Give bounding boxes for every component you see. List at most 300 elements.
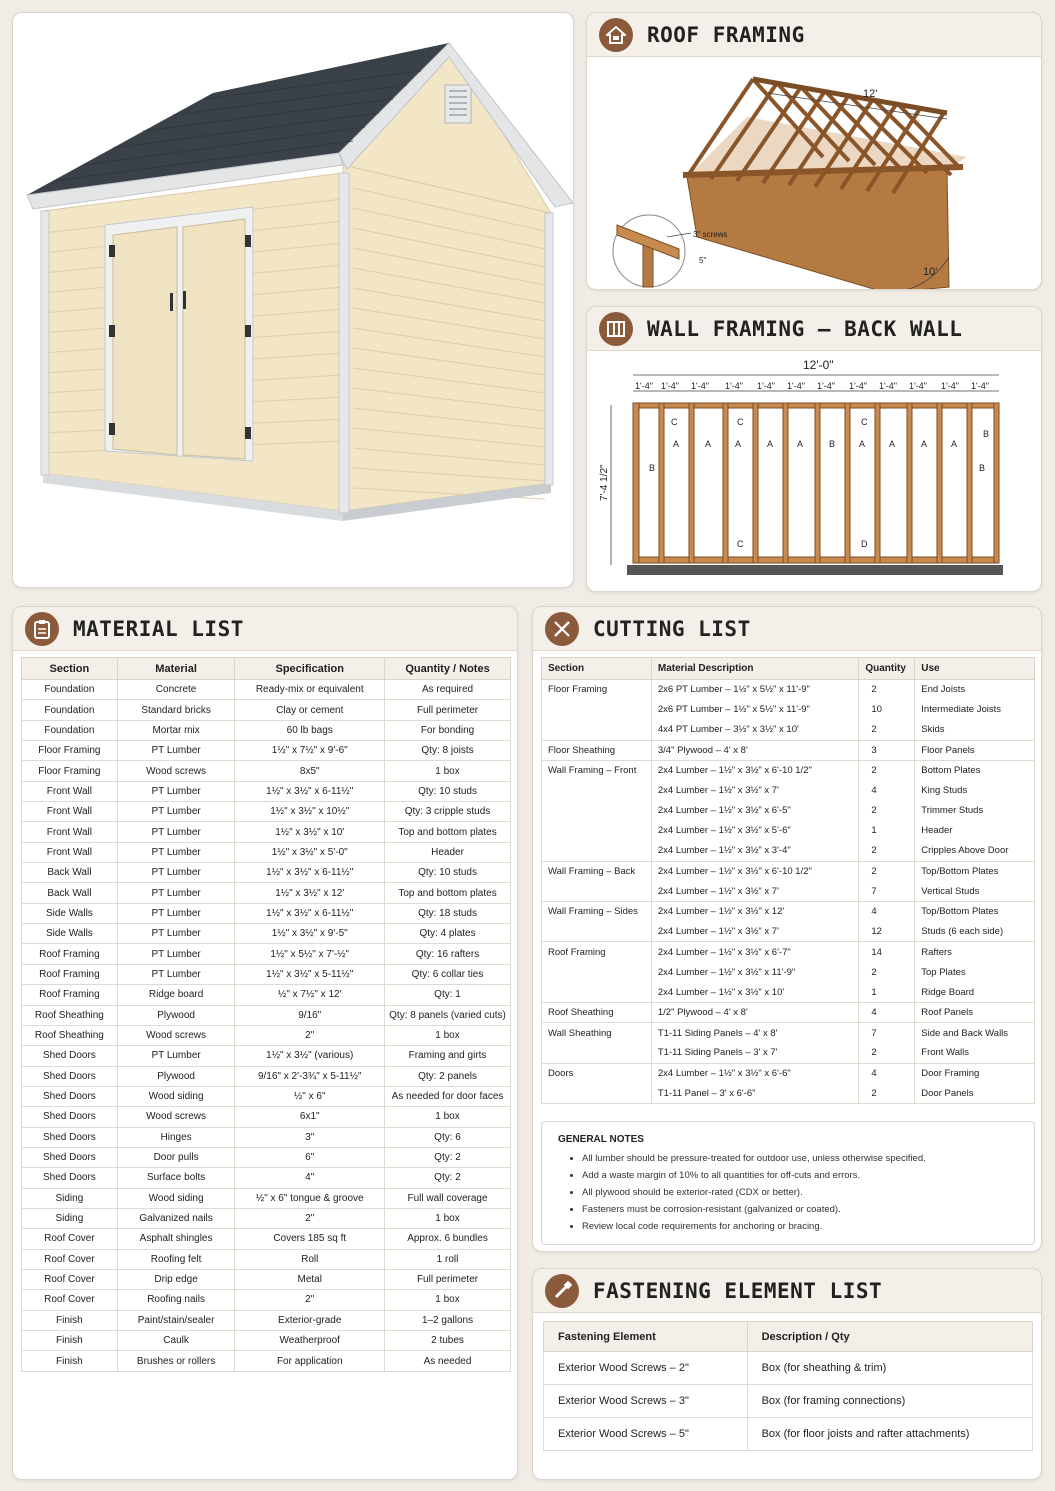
table-cell: Drip edge — [117, 1269, 235, 1289]
column-header: Material — [117, 658, 235, 680]
stud-label-a: A — [735, 439, 742, 449]
note-item: • Add a waste margin of 10% to all quantities for off-cuts and errors. — [582, 1170, 1018, 1181]
table-cell: Roof Cover — [22, 1290, 118, 1310]
table-cell: Box (for sheathing & trim) — [747, 1352, 1032, 1385]
table-cell: Foundation — [22, 700, 118, 720]
table-cell: 2x4 Lumber – 1½" x 3½" x 6'-5" — [651, 801, 859, 821]
table-cell: Exterior Wood Screws – 5" — [544, 1418, 748, 1451]
table-cell: Bottom Plates — [915, 760, 1035, 780]
stud-spacing-label: 1'-4" — [661, 381, 679, 391]
table-cell: Vertical Studs — [915, 881, 1035, 901]
table-cell: 2" — [235, 1290, 385, 1310]
table-cell: Hinges — [117, 1127, 235, 1147]
saw-icon — [545, 612, 579, 646]
stud-label-c: C — [737, 539, 744, 549]
table-cell: Qty: 16 rafters — [385, 944, 511, 964]
table-cell: Roof Framing — [22, 944, 118, 964]
column-header: Material Description — [651, 658, 859, 680]
table-cell: Qty: 3 cripple studs — [385, 802, 511, 822]
roof-width-label: 10' — [923, 266, 938, 278]
table-cell: Roof Sheathing — [542, 1003, 652, 1023]
table-cell: Siding — [22, 1188, 118, 1208]
stud-label-a: A — [705, 439, 712, 449]
stud-spacing-label: 1'-4" — [725, 381, 743, 391]
table-cell: Roof Framing — [22, 985, 118, 1005]
material-list-title: MATERIAL LIST — [73, 616, 244, 641]
table-row — [22, 802, 511, 822]
table-cell: Qty: 6 — [385, 1127, 511, 1147]
table-cell: Roof Sheathing — [22, 1025, 118, 1045]
table-cell: Roof Cover — [22, 1249, 118, 1269]
table-row — [542, 1023, 1035, 1043]
table-cell: 2x4 Lumber – 1½" x 3½" x 11'-9" — [651, 962, 859, 982]
stud-spacing-label: 1'-4" — [909, 381, 927, 391]
table-cell: 10 — [859, 700, 915, 720]
stud-spacing-label: 1'-4" — [849, 381, 867, 391]
material-table-header — [22, 658, 511, 680]
house-icon — [599, 18, 633, 52]
table-cell: PT Lumber — [117, 863, 235, 883]
column-header: Description / Qty — [747, 1322, 1032, 1352]
table-cell: 2x4 Lumber – 1½" x 3½" x 12' — [651, 902, 859, 922]
table-cell: 2 — [859, 801, 915, 821]
stud-spacing-label: 1'-4" — [787, 381, 805, 391]
table-cell: Top and bottom plates — [385, 883, 511, 903]
table-cell: 9/16" x 2'-3¾" x 5-11½" — [235, 1066, 385, 1086]
table-cell: Ridge Board — [915, 982, 1035, 1002]
table-row — [22, 700, 511, 720]
fastening-table — [543, 1321, 1033, 1451]
table-row — [22, 1168, 511, 1188]
table-cell: Qty: 8 joists — [385, 741, 511, 761]
stud-spacing-label: 1'-4" — [817, 381, 835, 391]
table-row — [22, 1208, 511, 1228]
table-cell: Full wall coverage — [385, 1188, 511, 1208]
table-cell: PT Lumber — [117, 822, 235, 842]
stud-label-a: A — [889, 439, 896, 449]
table-cell: 9/16" — [235, 1005, 385, 1025]
table-cell: Trimmer Studs — [915, 801, 1035, 821]
table-cell: Ready-mix or equivalent — [235, 680, 385, 700]
table-cell: Shed Doors — [22, 1107, 118, 1127]
table-row — [22, 680, 511, 700]
table-cell: Header — [385, 842, 511, 862]
wall-icon — [599, 312, 633, 346]
column-header: Quantity / Notes — [385, 658, 511, 680]
table-row — [542, 841, 1035, 861]
table-row — [22, 1025, 511, 1045]
table-cell: Roof Framing — [542, 942, 652, 962]
table-cell: Doors — [542, 1063, 652, 1083]
table-cell: 2x4 Lumber – 1½" x 3½" x 6'-10 1/2" — [651, 760, 859, 780]
table-cell: 1½" x 3½" x 10' — [235, 822, 385, 842]
table-cell: Wood screws — [117, 1107, 235, 1127]
table-cell: Roof Sheathing — [22, 1005, 118, 1025]
table-cell: Surface bolts — [117, 1168, 235, 1188]
table-cell: PT Lumber — [117, 781, 235, 801]
table-cell: 2 — [859, 1043, 915, 1063]
table-cell: 2x4 Lumber – 1½" x 3½" x 7' — [651, 881, 859, 901]
column-header: Section — [22, 658, 118, 680]
table-cell: 2 tubes — [385, 1331, 511, 1351]
table-cell: ½" x 6" tongue & groove — [235, 1188, 385, 1208]
table-cell: 1½" x 3½" x 12' — [235, 883, 385, 903]
table-cell: Foundation — [22, 720, 118, 740]
column-header: Section — [542, 658, 652, 680]
note-item: • All plywood should be exterior-rated (CDX or better). — [582, 1187, 1018, 1198]
note-item: • All lumber should be pressure-treated for outdoor use, unless otherwise specified. — [582, 1153, 1018, 1164]
table-row — [542, 821, 1035, 841]
table-cell: Wall Sheathing — [542, 1023, 652, 1043]
table-cell: 1 roll — [385, 1249, 511, 1269]
general-notes-title: GENERAL NOTES — [558, 1134, 644, 1145]
table-row — [22, 1249, 511, 1269]
table-cell: 1½" x 3½" x 9'-5" — [235, 924, 385, 944]
table-cell: PT Lumber — [117, 944, 235, 964]
table-cell: Weatherproof — [235, 1331, 385, 1351]
table-cell: PT Lumber — [117, 741, 235, 761]
table-cell: ½" x 7½" x 12' — [235, 985, 385, 1005]
table-cell: As needed — [385, 1351, 511, 1371]
table-row — [22, 985, 511, 1005]
table-cell: Galvanized nails — [117, 1208, 235, 1228]
table-cell: 1½" x 3½" x 6-11½" — [235, 903, 385, 923]
stud-label-d: D — [861, 539, 868, 549]
table-cell: Top/Bottom Plates — [915, 861, 1035, 881]
table-cell: Top and bottom plates — [385, 822, 511, 842]
table-cell: 4 — [859, 1063, 915, 1083]
table-cell: 8x5" — [235, 761, 385, 781]
table-cell: 2" — [235, 1025, 385, 1045]
table-cell: 2 — [859, 680, 915, 700]
stud-label-a: A — [767, 439, 774, 449]
table-cell: Clay or cement — [235, 700, 385, 720]
table-cell: Paint/stain/sealer — [117, 1310, 235, 1330]
table-cell — [542, 720, 652, 740]
table-row — [542, 720, 1035, 740]
table-cell: 6" — [235, 1147, 385, 1167]
table-row — [22, 1046, 511, 1066]
table-cell: Skids — [915, 720, 1035, 740]
table-cell: Qty: 8 panels (varied cuts) — [385, 1005, 511, 1025]
note-item: • Review local code requirements for anchoring or bracing. — [582, 1221, 1018, 1232]
table-cell: Side and Back Walls — [915, 1023, 1035, 1043]
table-cell: 1 — [859, 982, 915, 1002]
column-header: Quantity — [859, 658, 915, 680]
table-row — [22, 1188, 511, 1208]
table-cell: 4x4 PT Lumber – 3½" x 3½" x 10' — [651, 720, 859, 740]
table-cell: T1-11 Panel – 3' x 6'-6" — [651, 1083, 859, 1103]
table-cell: 1½" x 3½" x 5-11½" — [235, 964, 385, 984]
roof-framing-title: ROOF FRAMING — [647, 22, 805, 47]
wall-framing-diagram — [587, 351, 1042, 592]
table-cell: 1–2 gallons — [385, 1310, 511, 1330]
table-cell: Qty: 4 plates — [385, 924, 511, 944]
wall-framing-title: WALL FRAMING – BACK WALL — [647, 316, 963, 341]
table-row — [22, 1229, 511, 1249]
table-row — [542, 700, 1035, 720]
table-cell: 2 — [859, 1083, 915, 1103]
table-row — [22, 1127, 511, 1147]
table-cell: 2 — [859, 760, 915, 780]
table-cell: 2x6 PT Lumber – 1½" x 5½" x 11'-9" — [651, 680, 859, 700]
fastening-list-title: FASTENING ELEMENT LIST — [593, 1278, 883, 1303]
table-cell: Roof Panels — [915, 1003, 1035, 1023]
table-cell — [542, 962, 652, 982]
table-cell: 4 — [859, 902, 915, 922]
table-cell: Roofing nails — [117, 1290, 235, 1310]
table-cell: Door pulls — [117, 1147, 235, 1167]
table-cell — [542, 780, 652, 800]
detail-screws-label: 3" screws — [693, 230, 728, 239]
table-cell: Wall Framing – Sides — [542, 902, 652, 922]
table-cell: Plywood — [117, 1005, 235, 1025]
table-cell: Front Wall — [22, 781, 118, 801]
table-cell: Side Walls — [22, 924, 118, 944]
table-cell: Wall Framing – Front — [542, 760, 652, 780]
stud-label-c: C — [737, 417, 744, 427]
table-cell: Back Wall — [22, 883, 118, 903]
table-row — [22, 924, 511, 944]
table-cell — [542, 821, 652, 841]
fastening-table-header — [544, 1322, 1033, 1352]
table-cell: 1 box — [385, 1290, 511, 1310]
table-cell: Top Plates — [915, 962, 1035, 982]
table-cell: 2x4 Lumber – 1½" x 3½" x 7' — [651, 922, 859, 942]
table-cell: 3/4" Plywood – 4' x 8' — [651, 740, 859, 760]
table-cell: As needed for door faces — [385, 1086, 511, 1106]
table-cell: 1½" x 3½" x 10½" — [235, 802, 385, 822]
detail-size-label: 5" — [699, 256, 707, 265]
table-cell: End Joists — [915, 680, 1035, 700]
table-cell: Roof Cover — [22, 1269, 118, 1289]
table-cell: Plywood — [117, 1066, 235, 1086]
table-row — [542, 740, 1035, 760]
table-cell: Box (for framing connections) — [747, 1385, 1032, 1418]
column-header: Specification — [235, 658, 385, 680]
table-cell: 2 — [859, 720, 915, 740]
table-cell — [542, 1043, 652, 1063]
material-table — [21, 657, 511, 1372]
table-cell: Shed Doors — [22, 1127, 118, 1147]
table-row — [22, 781, 511, 801]
table-cell: King Studs — [915, 780, 1035, 800]
table-cell: 7 — [859, 881, 915, 901]
table-cell: 2 — [859, 841, 915, 861]
table-cell: Front Wall — [22, 802, 118, 822]
column-header: Use — [915, 658, 1035, 680]
table-cell: Floor Framing — [542, 680, 652, 700]
table-cell: Framing and girts — [385, 1046, 511, 1066]
table-row — [542, 902, 1035, 922]
table-cell: Roofing felt — [117, 1249, 235, 1269]
table-cell: T1-11 Siding Panels – 4' x 8' — [651, 1023, 859, 1043]
table-cell: Mortar mix — [117, 720, 235, 740]
table-cell: Finish — [22, 1351, 118, 1371]
table-cell: Side Walls — [22, 903, 118, 923]
table-row — [542, 1003, 1035, 1023]
table-cell: 7 — [859, 1023, 915, 1043]
table-cell: 2x4 Lumber – 1½" x 3½" x 3'-4" — [651, 841, 859, 861]
table-cell: Approx. 6 bundles — [385, 1229, 511, 1249]
table-row — [22, 1331, 511, 1351]
table-cell: 1½" x 3½" x 6-11½" — [235, 863, 385, 883]
table-cell: Qty: 2 — [385, 1168, 511, 1188]
table-cell: Wall Framing – Back — [542, 861, 652, 881]
table-row — [22, 863, 511, 883]
table-row — [22, 1310, 511, 1330]
table-cell: Box (for floor joists and rafter attachments) — [747, 1418, 1032, 1451]
stud-spacing-label: 1'-4" — [941, 381, 959, 391]
table-cell: Wood siding — [117, 1086, 235, 1106]
table-cell: T1-11 Siding Panels – 3' x 7' — [651, 1043, 859, 1063]
screw-icon — [545, 1274, 579, 1308]
table-cell: Concrete — [117, 680, 235, 700]
table-cell: Wood screws — [117, 761, 235, 781]
table-cell: 2 — [859, 861, 915, 881]
cutting-list-header — [533, 607, 1041, 651]
material-list-header — [13, 607, 517, 651]
table-cell: 6x1" — [235, 1107, 385, 1127]
table-cell: 2 — [859, 962, 915, 982]
table-row — [22, 964, 511, 984]
wall-height-label: 7'-4 1/2" — [599, 464, 610, 501]
table-cell: Front Wall — [22, 822, 118, 842]
table-cell: 4 — [859, 780, 915, 800]
table-cell: 12 — [859, 922, 915, 942]
table-cell — [542, 1083, 652, 1103]
table-cell: Shed Doors — [22, 1168, 118, 1188]
cutting-table — [541, 657, 1035, 1104]
table-cell: Qty: 18 studs — [385, 903, 511, 923]
table-cell: Wood screws — [117, 1025, 235, 1045]
table-cell: 3 — [859, 740, 915, 760]
general-notes — [541, 1121, 1035, 1245]
table-row — [542, 801, 1035, 821]
stud-label-c: C — [861, 417, 868, 427]
table-cell: PT Lumber — [117, 883, 235, 903]
table-cell: Floor Panels — [915, 740, 1035, 760]
material-list-card — [12, 606, 518, 1480]
roof-length-label: 12' — [863, 88, 878, 100]
table-cell: Siding — [22, 1208, 118, 1228]
table-cell: 3" — [235, 1127, 385, 1147]
table-cell — [542, 922, 652, 942]
table-cell — [542, 982, 652, 1002]
wall-framing-card — [586, 306, 1042, 592]
table-cell: Studs (6 each side) — [915, 922, 1035, 942]
table-cell — [542, 700, 652, 720]
table-cell: 60 lb bags — [235, 720, 385, 740]
table-cell: 1½" x 5½" x 7'-½" — [235, 944, 385, 964]
table-cell: Full perimeter — [385, 700, 511, 720]
table-cell: Door Panels — [915, 1083, 1035, 1103]
table-cell: Top/Bottom Plates — [915, 902, 1035, 922]
roof-framing-header — [587, 13, 1041, 57]
table-cell: Caulk — [117, 1331, 235, 1351]
clipboard-icon — [25, 612, 59, 646]
table-row — [22, 1351, 511, 1371]
table-cell: Qty: 2 panels — [385, 1066, 511, 1086]
table-cell: 2x4 Lumber – 1½" x 3½" x 10' — [651, 982, 859, 1002]
table-cell: PT Lumber — [117, 924, 235, 944]
table-cell: Front Wall — [22, 842, 118, 862]
table-cell: Qty: 10 studs — [385, 863, 511, 883]
table-cell: PT Lumber — [117, 964, 235, 984]
table-cell: 1½" x 3½" x 6-11½" — [235, 781, 385, 801]
stud-label-b: B — [829, 439, 836, 449]
table-cell: For bonding — [385, 720, 511, 740]
roof-framing-card — [586, 12, 1042, 290]
table-cell: Exterior-grade — [235, 1310, 385, 1330]
table-cell: 1 box — [385, 1208, 511, 1228]
table-cell: 1/2" Plywood – 4' x 8' — [651, 1003, 859, 1023]
table-cell: Qty: 2 — [385, 1147, 511, 1167]
table-cell: 14 — [859, 942, 915, 962]
table-row — [22, 944, 511, 964]
table-cell: Finish — [22, 1310, 118, 1330]
table-cell: Header — [915, 821, 1035, 841]
table-row — [542, 780, 1035, 800]
table-cell: 4 — [859, 1003, 915, 1023]
table-cell: As required — [385, 680, 511, 700]
table-cell: 1½" x 3½" x 5'-0" — [235, 842, 385, 862]
table-row — [22, 1107, 511, 1127]
table-cell: Intermediate Joists — [915, 700, 1035, 720]
table-cell: PT Lumber — [117, 802, 235, 822]
general-notes-list — [558, 1153, 1018, 1232]
fastening-list-card — [532, 1268, 1042, 1480]
table-cell: Roof Cover — [22, 1229, 118, 1249]
table-cell: 2x4 Lumber – 1½" x 3½" x 6'-6" — [651, 1063, 859, 1083]
table-cell: Front Walls — [915, 1043, 1035, 1063]
table-row — [542, 942, 1035, 962]
table-row — [22, 1005, 511, 1025]
table-row — [542, 982, 1035, 1002]
stud-label-a: A — [921, 439, 928, 449]
table-cell: Full perimeter — [385, 1269, 511, 1289]
stud-label-a: A — [673, 439, 680, 449]
table-cell: ½" x 6" — [235, 1086, 385, 1106]
stud-spacing-label: 1'-4" — [691, 381, 709, 391]
table-cell: 1 — [859, 821, 915, 841]
table-cell: PT Lumber — [117, 1046, 235, 1066]
stud-label-c: C — [671, 417, 678, 427]
table-row — [544, 1418, 1033, 1451]
table-cell: Qty: 6 collar ties — [385, 964, 511, 984]
stud-label-a: A — [951, 439, 958, 449]
table-cell: Exterior Wood Screws – 2" — [544, 1352, 748, 1385]
table-cell: 1 box — [385, 1025, 511, 1045]
table-cell: Door Framing — [915, 1063, 1035, 1083]
table-cell: Qty: 10 studs — [385, 781, 511, 801]
table-cell: Ridge board — [117, 985, 235, 1005]
table-cell: Brushes or rollers — [117, 1351, 235, 1371]
table-cell: Covers 185 sq ft — [235, 1229, 385, 1249]
table-cell: Asphalt shingles — [117, 1229, 235, 1249]
table-cell: 1½" x 7½" x 9'-6" — [235, 741, 385, 761]
table-row — [544, 1352, 1033, 1385]
table-cell: Roof Framing — [22, 964, 118, 984]
cutting-list-card — [532, 606, 1042, 1252]
table-cell: Foundation — [22, 680, 118, 700]
wall-overall-width: 12'-0" — [803, 358, 834, 372]
table-row — [542, 1043, 1035, 1063]
table-row — [542, 962, 1035, 982]
table-cell: Shed Doors — [22, 1066, 118, 1086]
table-row — [542, 760, 1035, 780]
table-cell: PT Lumber — [117, 842, 235, 862]
